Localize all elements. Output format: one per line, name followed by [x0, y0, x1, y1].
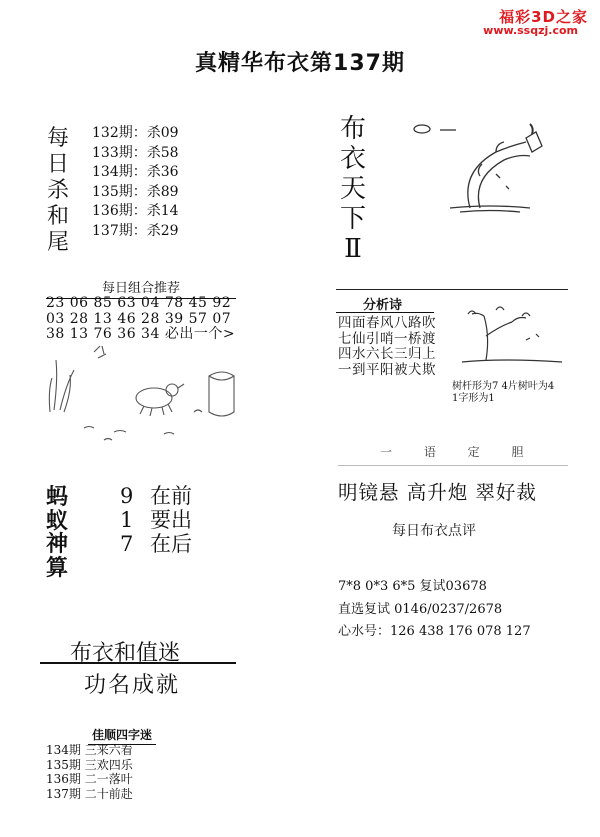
kill-row: 136期：杀14 — [92, 203, 179, 219]
buyi-tianxia-title — [338, 114, 368, 264]
kill-row: 137期：杀29 — [92, 222, 179, 239]
buyi-tianxia-char: 布 — [339, 114, 366, 144]
ant-row-text: 在后 — [150, 532, 192, 556]
kill-label-char: 每 — [46, 126, 69, 151]
jiashun-row: 134期 三来六看 — [46, 743, 133, 757]
poem-title: 分析诗 — [363, 298, 403, 313]
ant-row — [120, 508, 192, 532]
page-title: 真精华布衣第137期 — [195, 51, 405, 76]
buyi-heading-subtitle: 功名成就 — [84, 673, 181, 698]
ant-row-text: 要出 — [150, 508, 192, 532]
combo-line: 23 06 85 63 04 78 45 92 — [46, 295, 232, 311]
jiashun-row: 135期 三欢四乐 — [46, 757, 133, 772]
buyi-tianxia-char: Ⅱ — [344, 234, 362, 264]
ant-sketch-illustration — [44, 340, 244, 446]
kill-row: 132期：杀09 — [92, 125, 179, 141]
buyi-tianxia-char: 衣 — [339, 144, 366, 174]
daily-review-lines — [338, 576, 531, 644]
kill-row: 135期：杀89 — [92, 183, 179, 200]
poem-note — [452, 381, 554, 405]
kill-label-char: 杀 — [46, 178, 69, 203]
poem-line: 四水六长三归上 — [338, 346, 436, 362]
poem-line: 一到平阳被犬欺 — [338, 361, 436, 378]
poem-note-line: 1字形为1 — [452, 393, 495, 404]
combo-line: 38 13 76 36 34 必出一个> — [46, 326, 236, 342]
ant-label-char: 神 — [46, 531, 69, 557]
ant-rows — [120, 484, 192, 556]
kill-row: 134期：杀36 — [92, 164, 179, 180]
combo-line: 03 28 13 46 28 39 57 07 — [46, 310, 232, 327]
yizi-phrase: 明镜悬 高升炮 翠好裁 — [338, 481, 537, 504]
ant-label-char: 算 — [46, 554, 69, 581]
daily-review-line: 直选复试 0146/0237/2678 — [338, 601, 503, 617]
jiashun-list — [46, 743, 133, 801]
daily-review-line: 7*8 0*3 6*5 复试03678 — [338, 579, 487, 594]
poem-lines — [338, 316, 436, 378]
kill-label-char: 和 — [46, 204, 69, 229]
ant-label-char: 蚁 — [46, 507, 69, 534]
buyi-tianxia-char: 下 — [339, 204, 366, 234]
ant-row-number: 9 — [120, 484, 134, 508]
buyi-tianxia-char: 天 — [339, 174, 366, 204]
ant-row — [120, 532, 192, 556]
daily-review-line: 心水号：126 438 176 078 127 — [338, 624, 531, 639]
jiashun-title: 佳顺四字迷 — [88, 726, 156, 745]
poem-tree-illustration — [456, 296, 568, 366]
combo-lines — [46, 296, 235, 343]
yizi-rule — [338, 465, 568, 466]
watermark-url: www.ssqzj.com — [483, 24, 578, 37]
ant-section-label — [46, 486, 72, 580]
ant-row-number: 1 — [120, 508, 134, 532]
ant-label-char: 蚂 — [46, 484, 69, 510]
kill-label-char: 日 — [46, 152, 69, 177]
watermark-brand: 福彩3D之家 — [499, 8, 588, 26]
yizi-title: 一 语 定 胆 — [380, 445, 538, 459]
kill-row: 133期：杀58 — [92, 144, 179, 161]
jiashun-row: 137期 二十前赴 — [46, 786, 133, 801]
poem-line: 四面春风八路吹 — [338, 315, 436, 331]
tree-sketch-illustration — [400, 112, 570, 218]
poem-top-rule — [336, 289, 568, 290]
buyi-heading-title: 布衣和值迷 — [70, 641, 181, 666]
kill-section-label — [46, 126, 70, 256]
poem-note-line: 树杆形为7 4片树叶为4 — [452, 381, 555, 392]
daily-review-title: 每日布衣点评 — [392, 523, 476, 539]
ant-row-text: 在前 — [150, 484, 192, 508]
jiashun-row: 136期 二一落叶 — [46, 772, 133, 786]
poem-line: 七仙引哨一桥渡 — [338, 330, 436, 347]
kill-list — [92, 124, 179, 241]
poem-title-rule — [336, 312, 434, 313]
kill-label-char: 尾 — [46, 230, 69, 255]
ant-row-number: 7 — [120, 532, 134, 556]
combo-title: 每日组合推荐 — [46, 277, 236, 299]
ant-row — [120, 484, 192, 508]
buyi-heading-rule — [40, 662, 236, 664]
